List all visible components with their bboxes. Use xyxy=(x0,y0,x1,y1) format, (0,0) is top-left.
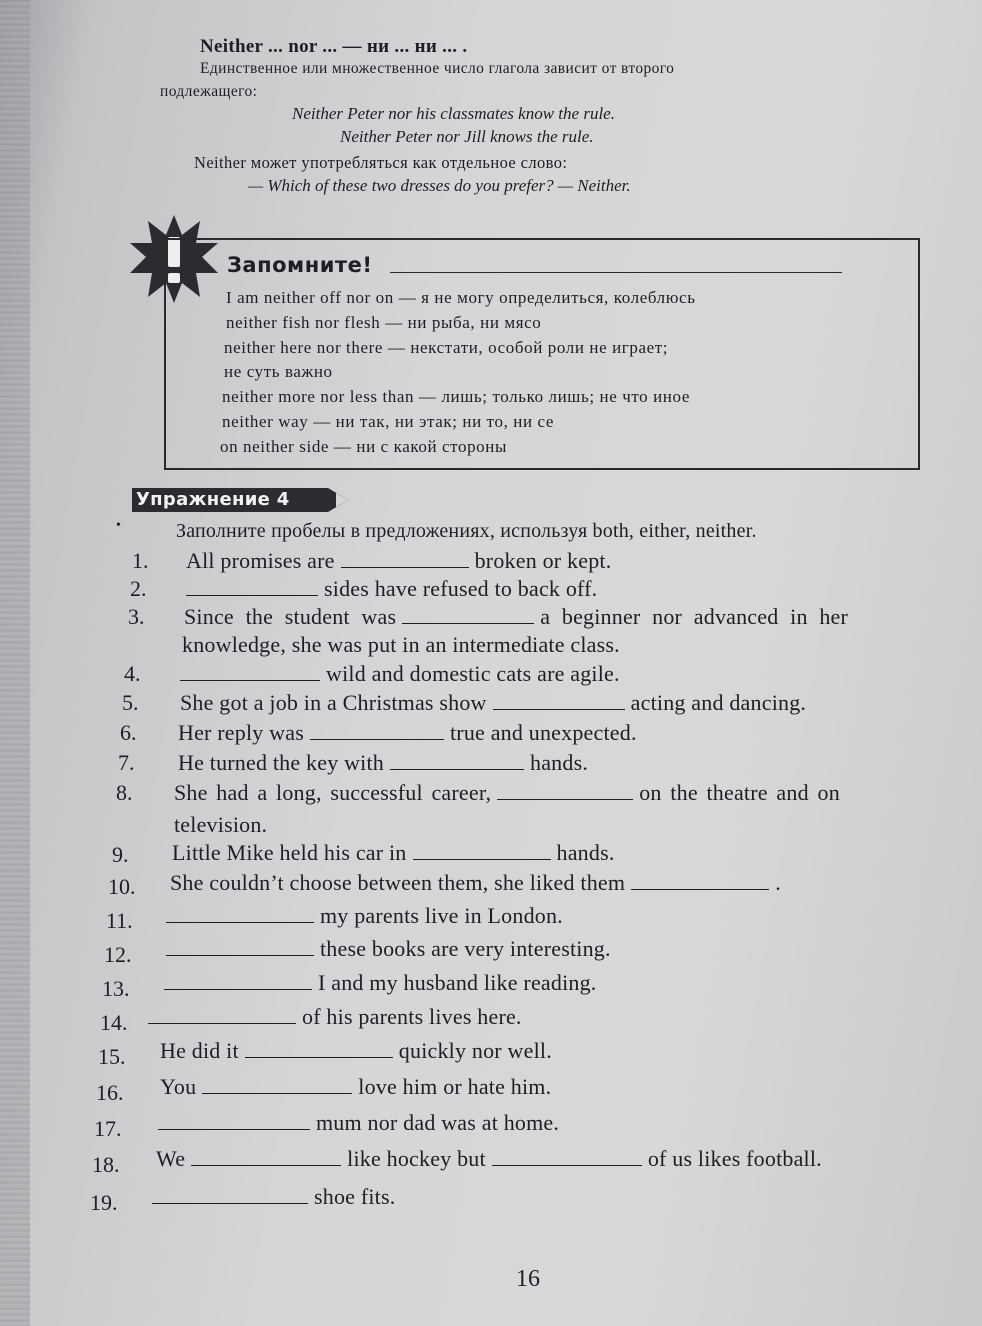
neither-note: Neither может употребляться как отдельное слово: xyxy=(194,153,568,172)
item-number: 5. xyxy=(122,690,139,715)
example-sentence-1: Neither Peter nor his classmates know the rule. xyxy=(292,104,615,123)
rule-heading: Neither ... nor ... — ни ... ни ... . xyxy=(200,36,468,57)
answer-blank[interactable] xyxy=(148,1009,296,1024)
item-number: 16. xyxy=(96,1080,124,1105)
item-number: 8. xyxy=(116,780,133,805)
item-number: 13. xyxy=(102,976,130,1001)
item-number: 3. xyxy=(128,604,145,629)
answer-blank[interactable] xyxy=(310,725,444,740)
answer-blank[interactable] xyxy=(164,975,312,990)
list-item-continued: television. xyxy=(174,812,268,837)
item-number: 11. xyxy=(106,908,133,933)
answer-blank[interactable] xyxy=(492,1151,642,1166)
list-item: She had a long, successful career, on the theatre and on xyxy=(174,780,840,805)
list-item: of his parents lives here. xyxy=(142,1004,522,1030)
list-item-continued: knowledge, she was put in an intermediate class. xyxy=(182,632,620,657)
answer-blank[interactable] xyxy=(158,1115,310,1130)
item-number: 17. xyxy=(94,1116,122,1141)
item-number: 1. xyxy=(132,548,149,573)
list-item: She couldn’t choose between them, she liked them . xyxy=(170,870,781,895)
list-item: Her reply was true and unexpected. xyxy=(178,720,637,745)
memo-title-underline xyxy=(390,272,842,273)
answer-blank[interactable] xyxy=(497,785,633,800)
answer-blank[interactable] xyxy=(390,755,524,770)
list-item: We like hockey but of us likes football. xyxy=(156,1146,822,1171)
list-item: Since the student was a beginner nor advanced in her xyxy=(184,604,849,629)
rule-text-line-2: подлежащего: xyxy=(160,83,258,100)
neither-dialog: — Which of these two dresses do you prefer? — Neither. xyxy=(248,176,631,195)
memo-line-1: I am neither off nor on — я не могу определиться, колеблюсь xyxy=(226,288,696,307)
item-number: 10. xyxy=(108,874,136,899)
answer-blank[interactable] xyxy=(166,941,314,956)
bullet-mark: • xyxy=(116,518,121,533)
list-item: All promises are broken or kept. xyxy=(186,548,612,573)
memo-title: Запомните! xyxy=(227,253,373,277)
list-item: my parents live in London. xyxy=(160,903,563,929)
list-item: mum nor dad was at home. xyxy=(152,1110,559,1136)
list-item: He did it quickly nor well. xyxy=(160,1038,552,1063)
answer-blank[interactable] xyxy=(402,609,534,624)
exercise-tag-arrow-inner xyxy=(336,493,348,507)
answer-blank[interactable] xyxy=(413,845,551,860)
answer-blank[interactable] xyxy=(186,581,318,596)
answer-blank[interactable] xyxy=(180,666,320,681)
item-number: 7. xyxy=(118,750,135,775)
memo-line-2: neither fish nor flesh — ни рыба, ни мясо xyxy=(226,313,542,332)
memo-line-5: neither more nor less than — лишь; только лишь; не что иное xyxy=(222,387,690,406)
item-number: 9. xyxy=(112,842,129,867)
list-item: shoe fits. xyxy=(146,1184,395,1210)
answer-blank[interactable] xyxy=(341,553,469,568)
answer-blank[interactable] xyxy=(166,908,314,923)
list-item: wild and domestic cats are agile. xyxy=(174,661,620,687)
answer-blank[interactable] xyxy=(245,1043,393,1058)
page-number: 16 xyxy=(516,1266,540,1292)
memo-line-6: neither way — ни так, ни этак; ни то, ни се xyxy=(222,412,555,431)
list-item: sides have refused to back off. xyxy=(180,576,597,602)
memo-line-3: neither here nor there — некстати, особой роли не играет; xyxy=(224,338,669,357)
list-item: You love him or hate him. xyxy=(160,1074,552,1099)
list-item: She got a job in a Christmas show acting and dancing. xyxy=(180,690,807,715)
exercise-instruction: Заполните пробелы в предложениях, используя both, either, neither. xyxy=(176,520,757,542)
list-item: these books are very interesting. xyxy=(160,936,611,962)
item-number: 15. xyxy=(98,1044,126,1069)
item-number: 19. xyxy=(90,1190,118,1215)
item-number: 14. xyxy=(100,1010,128,1035)
answer-blank[interactable] xyxy=(493,695,625,710)
answer-blank[interactable] xyxy=(191,1151,341,1166)
item-number: 2. xyxy=(130,576,147,601)
example-sentence-2: Neither Peter nor Jill knows the rule. xyxy=(340,127,594,146)
book-spine-edge xyxy=(0,0,30,1326)
item-number: 4. xyxy=(124,661,141,686)
list-item: He turned the key with hands. xyxy=(178,750,589,775)
answer-blank[interactable] xyxy=(202,1079,352,1094)
list-item: Little Mike held his car in hands. xyxy=(172,840,615,865)
rule-text-line-1: Единственное или множественное число глагола зависит от второго xyxy=(200,60,675,77)
memo-line-7: on neither side — ни с какой стороны xyxy=(220,437,507,456)
answer-blank[interactable] xyxy=(631,875,769,890)
memo-line-4: не суть важно xyxy=(224,362,333,381)
exercise-tag: Упражнение 4 xyxy=(132,488,328,512)
item-number: 12. xyxy=(104,942,132,967)
list-item: I and my husband like reading. xyxy=(158,970,597,996)
item-number: 6. xyxy=(120,720,137,745)
answer-blank[interactable] xyxy=(152,1189,308,1204)
item-number: 18. xyxy=(92,1152,120,1177)
